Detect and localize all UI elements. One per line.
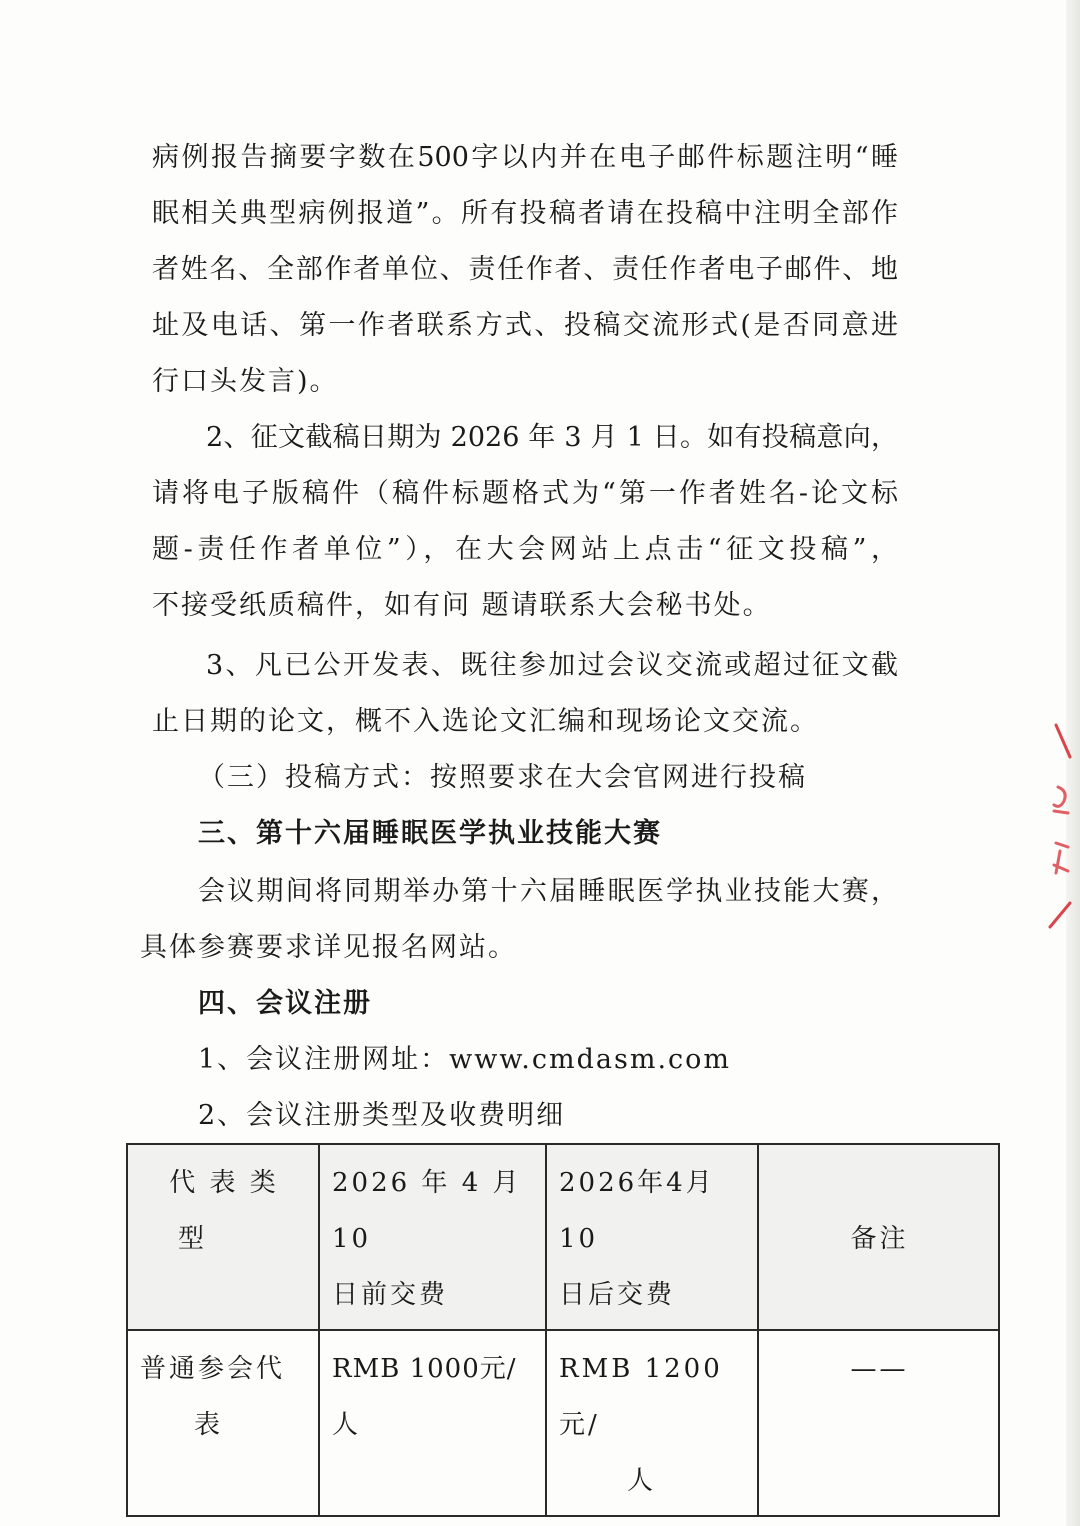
- cell-line: ——: [850, 1354, 909, 1384]
- text-line: 者姓名、全部作者单位、责任作者、责任作者电子邮件、地: [152, 254, 898, 285]
- text-line: 病例报告摘要字数在500字以内并在电子邮件标题注明“睡: [152, 142, 898, 173]
- cell-line: 备注: [850, 1224, 909, 1254]
- cell-line: RMB 1000元/人: [332, 1354, 517, 1440]
- cell-line: 2026年4月10: [559, 1168, 715, 1254]
- cell-note: [758, 1330, 999, 1516]
- seal-stamp-fragment: [1036, 715, 1076, 940]
- text-line: 请将电子版稿件（稿件标题格式为“第一作者姓名-论文标: [152, 478, 898, 509]
- cell-line: 普通参会代: [140, 1354, 286, 1384]
- text-line: 具体参赛要求详见报名网站。: [140, 932, 517, 963]
- header-cell-after: [546, 1144, 758, 1330]
- section-heading: 三、第十六届睡眠医学执业技能大赛: [198, 818, 662, 849]
- text-line: 不接受纸质稿件，如有问 题请联系大会秘书处。: [152, 590, 772, 621]
- cell-type: [127, 1330, 319, 1516]
- cell-line: 代 表 类: [169, 1168, 279, 1198]
- text-line: 行口头发言)。: [152, 366, 339, 397]
- submission-method: （三）投稿方式：按照要求在大会官网进行投稿: [198, 762, 807, 793]
- cell-line: RMB 1200元/: [559, 1354, 723, 1440]
- cell-line: 2026 年 4 月 10: [332, 1168, 522, 1254]
- text-line: 眠相关典型病例报道”。所有投稿者请在投稿中注明全部作: [152, 198, 898, 229]
- cell-line: 型: [178, 1224, 208, 1254]
- text-line: 题-责任作者单位”），在大会网站上点击“征文投稿”，: [152, 534, 898, 565]
- table-row: [127, 1330, 999, 1516]
- header-cell-before: [319, 1144, 546, 1330]
- fee-table-title: 2、会议注册类型及收费明细: [198, 1100, 566, 1131]
- cell-line: 人: [627, 1466, 657, 1496]
- cell-line: 日前交费: [332, 1280, 449, 1310]
- section-heading: 四、会议注册: [198, 988, 372, 1019]
- text-line: 址及电话、第一作者联系方式、投稿交流形式(是否同意进: [152, 310, 898, 341]
- cell-line: 表: [194, 1410, 224, 1440]
- registration-url: 1、会议注册网址：www.cmdasm.com: [198, 1044, 732, 1075]
- cell-before: [319, 1330, 546, 1516]
- table-header-row: [127, 1144, 999, 1330]
- cell-line: 日后交费: [559, 1280, 676, 1310]
- fee-table: [126, 1143, 1000, 1517]
- text-line: 止日期的论文，概不入选论文汇编和现场论文交流。: [152, 706, 819, 737]
- text-line: 会议期间将同期举办第十六届睡眠医学执业技能大赛，: [198, 876, 898, 907]
- text-line: 2、征文截稿日期为 2026 年 3 月 1 日。如有投稿意向，: [206, 422, 898, 453]
- text-line: 3、凡已公开发表、既往参加过会议交流或超过征文截: [206, 650, 898, 681]
- header-cell-note: [758, 1144, 999, 1330]
- cell-after: [546, 1330, 758, 1516]
- header-cell-type: [127, 1144, 319, 1330]
